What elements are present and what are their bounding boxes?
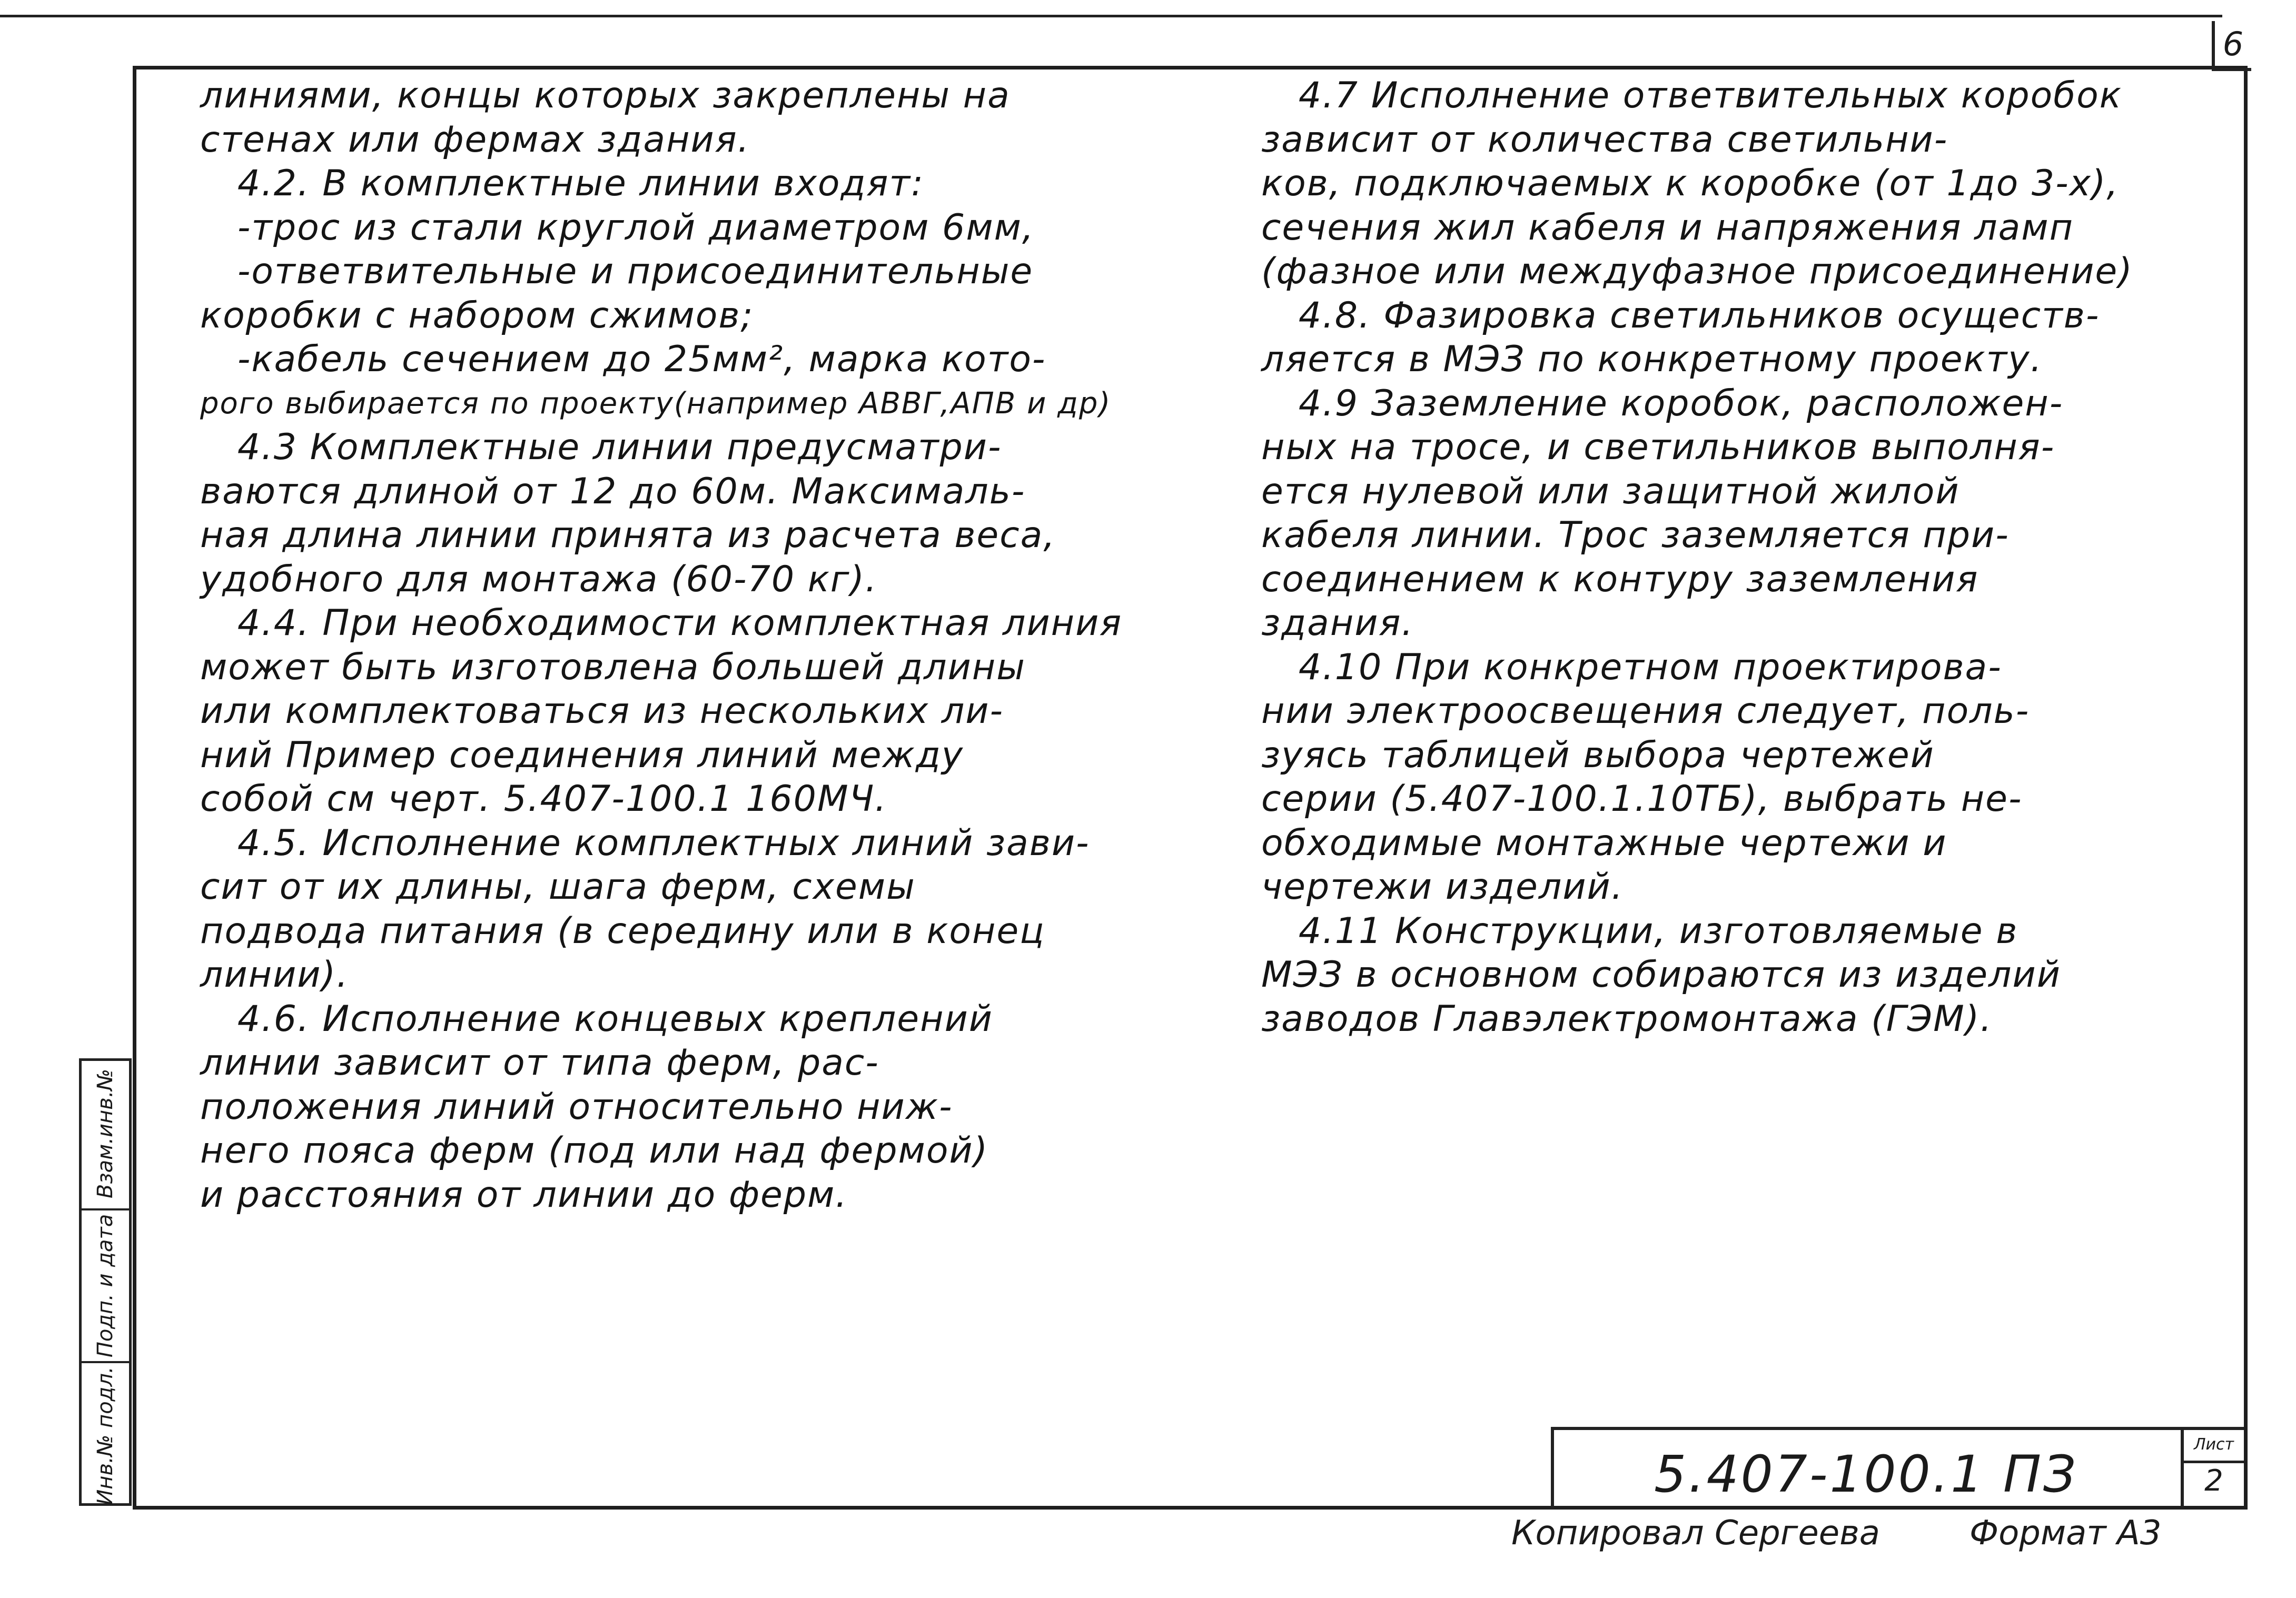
text-line: зависит от количества светильни- xyxy=(1261,118,1948,161)
text-line: нии электроосвещения следует, поль- xyxy=(1261,690,2030,732)
text-line: линии зависит от типа ферм, рас- xyxy=(200,1042,879,1084)
footer-copied-by: Копировал Сергеева xyxy=(1511,1514,1880,1553)
text-line: 4.5. Исполнение комплектных линий зави- xyxy=(200,822,1090,864)
text-line: ваются длиной от 12 до 60м. Максималь- xyxy=(200,470,1026,512)
text-line: него пояса ферм (под или над фермой) xyxy=(200,1130,989,1172)
text-line: 4.3 Комплектные линии предусматри- xyxy=(200,426,1002,468)
text-line: положения линий относительно ниж- xyxy=(200,1086,953,1128)
text-line: кабеля линии. Трос заземляется при- xyxy=(1261,514,2010,556)
text-line: -кабель сечением до 25мм², марка кото- xyxy=(200,339,1046,380)
left-text-column xyxy=(200,74,1264,1217)
text-line: ляется в МЭЗ по конкретному проекту. xyxy=(1261,339,2043,380)
text-line: сечения жил кабеля и напряжения ламп xyxy=(1261,206,2074,249)
binding-strip xyxy=(79,1058,132,1506)
text-line: ется нулевой или защитной жилой xyxy=(1261,470,1960,512)
text-line: линиями, концы которых закреплены на xyxy=(200,75,1011,116)
text-line: ков, подключаемых к коробке (от 1до 3-х), xyxy=(1261,163,2119,204)
text-line: соединением к контуру заземления xyxy=(1261,558,1979,600)
text-line: ная длина линии принята из расчета веса, xyxy=(200,514,1056,556)
text-line: подвода питания (в середину или в конец xyxy=(200,910,1045,952)
text-line: удобного для монтажа (60-70 кг). xyxy=(200,558,878,600)
text-line: -ответвительные и присоединительные xyxy=(200,251,1034,292)
text-line: ных на тросе, и светильников выполня- xyxy=(1261,426,2055,468)
sheet-cell xyxy=(2181,1430,2244,1509)
strip-label-signature-date: Подп. и дата xyxy=(93,1214,117,1358)
text-line: линии). xyxy=(200,954,349,996)
text-line: -трос из стали круглой диаметром 6мм, xyxy=(200,206,1035,249)
text-line: сит от их длины, шага ферм, схемы xyxy=(200,866,916,908)
text-line: может быть изготовлена большей длины xyxy=(200,646,1026,688)
text-line: обходимые монтажные чертежи и xyxy=(1261,822,1947,864)
text-line: МЭЗ в основном собираются из изделий xyxy=(1261,954,2061,996)
text-line: 4.9 Заземление коробок, расположен- xyxy=(1261,382,2064,424)
text-line: стенах или фермах здания. xyxy=(200,118,750,161)
text-line: 4.7 Исполнение ответвительных коробок xyxy=(1261,75,2122,116)
sheet-corner-number: 6 xyxy=(2212,21,2251,71)
text-line: чертежи изделий. xyxy=(1261,866,1624,908)
strip-cell xyxy=(82,1061,129,1208)
text-line: 4.10 При конкретном проектирова- xyxy=(1261,646,2002,688)
strip-label-replaced-inv: Взам.инв.№ xyxy=(93,1068,117,1199)
text-line: 4.2. В комплектные линии входят: xyxy=(200,163,924,204)
right-text-column xyxy=(1261,74,2230,1041)
strip-cell xyxy=(82,1208,129,1363)
strip-cell xyxy=(82,1361,129,1508)
text-line: 4.8. Фазировка светильников осуществ- xyxy=(1261,294,2100,336)
text-line: 4.6. Исполнение концевых креплений xyxy=(200,998,993,1040)
text-line: и расстояния от линии до ферм. xyxy=(200,1174,848,1216)
top-border-line xyxy=(0,15,2222,17)
strip-label-inventory-number: Инв.№ подл. xyxy=(93,1366,117,1505)
title-block xyxy=(1551,1427,2244,1509)
text-line: ний Пример соединения линий между xyxy=(200,734,964,776)
text-line: или комплектоваться из нескольких ли- xyxy=(200,690,1004,732)
text-line: (фазное или междуфазное присоединение) xyxy=(1261,251,2133,292)
text-line: 4.4. При необходимости комплектная линия xyxy=(200,602,1123,644)
footer-format: Формат А3 xyxy=(1970,1514,2162,1553)
sheet-number: 2 xyxy=(2204,1464,2223,1498)
document-code: 5.407-100.1 ПЗ xyxy=(1654,1445,2078,1504)
text-line: серии (5.407-100.1.10ТБ), выбрать не- xyxy=(1261,778,2023,820)
text-line: зуясь таблицей выбора чертежей xyxy=(1261,734,1935,776)
text-line: собой см черт. 5.407-100.1 160МЧ. xyxy=(200,778,887,820)
text-line: здания. xyxy=(1261,602,1414,644)
text-line: 4.11 Конструкции, изготовляемые в xyxy=(1261,910,2018,952)
text-line: рого выбирается по проекту(например АВВГ,АПВ и др) xyxy=(200,386,1112,421)
sheet-label: Лист xyxy=(2184,1430,2244,1463)
text-line: заводов Главэлектромонтажа (ГЭМ). xyxy=(1261,998,1993,1040)
text-line: коробки с набором сжимов; xyxy=(200,294,754,336)
